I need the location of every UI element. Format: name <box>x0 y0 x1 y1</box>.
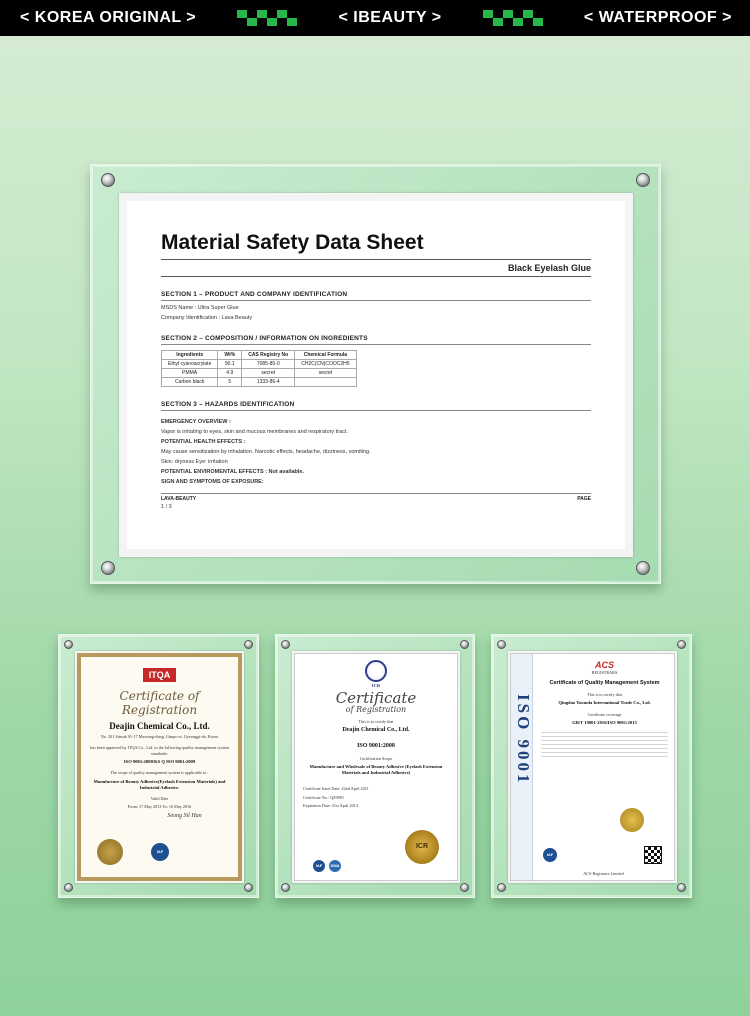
bolt-icon <box>677 640 686 649</box>
acs-logo: ACS <box>594 660 614 670</box>
signs-heading: SIGN AND SYMPTOMS OF EXPOSURE: <box>161 479 264 485</box>
tag-waterproof: < WATERPROOF > <box>583 9 732 26</box>
cert2-scope: Manufacture and Wholesale of Beauty Adhesive (Eyelash Extension Materials and Industrial Adhesive) <box>309 764 443 776</box>
msds-subtitle: Black Eyelash Glue <box>507 263 591 273</box>
msds-name-line: MSDS Name : Ultra Super Glue <box>161 305 239 311</box>
section-3-heading: SECTION 3 – HAZARDS IDENTIFICATION <box>161 401 591 411</box>
cert2-standard: ISO 9001:2008 <box>357 743 395 750</box>
cert1-scope-intro: The scope of quality management system is applicable to : <box>110 770 209 776</box>
msds-footer <box>161 493 591 502</box>
certificate-frame-icr <box>275 634 475 898</box>
bolt-icon <box>460 883 469 892</box>
cert2-script-title: Certificate <box>335 688 417 707</box>
cert2-issue: Certificate Issue Date: 22nd April 2011 <box>303 786 369 792</box>
cert1-company: Deajin Chemical Co., Ltd. <box>109 721 210 731</box>
certificate-icr <box>292 651 460 883</box>
health-text: May cause sensitization by inhalation. Narcotic effects, headache, dizziness, vomiting. <box>161 449 371 455</box>
page-number: 1 / 3 <box>161 504 172 510</box>
table-header: Wt% <box>218 351 242 360</box>
cert2-scope-title: Certification Scope <box>359 756 393 762</box>
cert1-script-title: Certificate of Registration <box>119 689 200 717</box>
table-cell: 1333-86-4 <box>242 378 295 387</box>
tag-ibeauty: < IBEAUTY > <box>338 9 442 26</box>
bolt-icon <box>244 640 253 649</box>
bolt-icon <box>460 640 469 649</box>
cert2-company: Deajin Chemical Co., Ltd. <box>342 727 410 734</box>
ingredients-table <box>161 350 357 387</box>
itqa-logo: ITQA <box>143 668 177 682</box>
table-cell: 7085-85-0 <box>242 360 295 369</box>
cert1-standard: ISO 9001:2008/KS Q ISO 9001:2009 <box>123 759 196 765</box>
footer-page-label: PAGE <box>577 496 591 502</box>
icr-emblem-icon <box>365 660 387 682</box>
bolt-icon <box>64 640 73 649</box>
table-cell: secret <box>295 369 356 378</box>
skin-text: Skin: dryness Eye: irritation <box>161 459 228 465</box>
table-header-row <box>162 351 357 360</box>
bolt-icon <box>281 640 290 649</box>
bolt-icon <box>244 883 253 892</box>
cert2-acronym: ICR <box>371 683 381 688</box>
msds-frame <box>90 164 661 584</box>
cert3-footer: ACS Registrars Limited <box>583 870 624 876</box>
company-line: Company Identification : Lava Beauty <box>161 315 253 321</box>
bolt-icon <box>677 883 686 892</box>
cert3-title: Certificate of Quality Management System <box>549 680 660 687</box>
certificate-frame-itqa <box>58 634 259 898</box>
bolt-icon <box>281 883 290 892</box>
health-heading: POTENTIAL HEALTH EFFECTS : <box>161 439 246 445</box>
cert3-text-block <box>541 732 668 758</box>
cert3-standard: GB/T 19001-2016/ISO 9001:2015 <box>572 720 637 726</box>
cert2-number: Certificate No.: QZ0991 <box>303 794 345 800</box>
footer-brand: LAVA-BEAUTY <box>161 496 197 502</box>
qr-code-icon <box>644 846 662 864</box>
cert1-signature: Seong Sil Han <box>167 812 202 819</box>
table-row <box>162 378 357 387</box>
cert2-script-subtitle: of Registration <box>345 704 407 714</box>
bolt-icon <box>636 173 650 187</box>
iaf-badge-icon: IAF <box>313 860 325 872</box>
certificate-frame-acs <box>491 634 692 898</box>
msds-title: Material Safety Data Sheet <box>161 231 424 254</box>
cert1-valid-label: Valid Date <box>150 795 169 801</box>
cert2-expiry: Expiration Date: 21st April 2014 <box>303 803 358 809</box>
bolt-icon <box>101 173 115 187</box>
cert1-address: No. 201 Sinsuk 91-17 Maseong-dong, Gimpo-si, Gyeonggi-do, Korea <box>100 734 219 739</box>
emergency-text: Vapor is irritating to eyes, skin and mucous membranes and respiratory tract. <box>161 429 348 435</box>
table-cell: secret <box>242 369 295 378</box>
table-header: Ingredients <box>162 351 218 360</box>
cert3-company: Qingdao Yoomda International Trade Co., Ltd. <box>558 700 651 706</box>
iso-9001-vertical: ISO 9001 <box>514 694 533 786</box>
table-cell: CH2C(CN)COOC2H5 <box>295 360 356 369</box>
bolt-icon <box>497 640 506 649</box>
table-cell: 90.1 <box>218 360 242 369</box>
dma-badge-icon: DMA <box>329 860 341 872</box>
table-cell: Ethyl cyanoacrylate <box>162 360 218 369</box>
table-cell: 5 <box>218 378 242 387</box>
tag-korea-original: < KOREA ORIGINAL > <box>20 9 197 26</box>
certificate-itqa <box>75 651 244 883</box>
bolt-icon <box>636 561 650 575</box>
iaf-badge-icon: IAF <box>543 848 557 862</box>
certificate-acs <box>508 651 677 883</box>
cert3-certify: This is to certify that <box>587 691 622 697</box>
table-cell <box>295 378 356 387</box>
icr-gold-seal-icon: ICR <box>405 830 439 864</box>
table-row <box>162 369 357 378</box>
top-banner <box>0 0 750 36</box>
environment-line: POTENTIAL ENVIROMENTAL EFFECTS : Not available. <box>161 469 305 475</box>
msds-document <box>119 193 633 557</box>
bolt-icon <box>64 883 73 892</box>
checker-divider-icon <box>237 10 297 26</box>
bolt-icon <box>101 561 115 575</box>
iaf-badge-icon: IAF <box>151 843 169 861</box>
table-row <box>162 360 357 369</box>
table-cell: PMMA <box>162 369 218 378</box>
acs-registrars: REGISTRARS <box>591 670 618 675</box>
emergency-heading: EMERGENCY OVERVIEW : <box>161 419 231 425</box>
bolt-icon <box>497 883 506 892</box>
section-1-heading: SECTION 1 – PRODUCT AND COMPANY IDENTIFICATION <box>161 291 591 301</box>
table-cell: Carbon black <box>162 378 218 387</box>
cert2-certify: This is to certify that <box>358 718 394 724</box>
cert3-scope-label: Certificate coverage <box>587 712 622 718</box>
table-header: Chemical Formula <box>295 351 356 360</box>
cert1-approved: has been approved by ITQA Co., Ltd. to the following quality management system standards: <box>90 745 229 756</box>
acs-gold-seal-icon <box>620 808 644 832</box>
section-2-heading: SECTION 2 – COMPOSITION / INFORMATION ON INGREDIENTS <box>161 335 591 345</box>
cert1-valid-dates: From: 17 May 2013 To: 16 May 2016 <box>127 804 192 810</box>
cert1-scope: Manufacture of Beauty Adhesive(Eyelash Extension Materials) and Industrial Adhesive. <box>93 778 226 790</box>
table-cell: 4.9 <box>218 369 242 378</box>
checker-divider-icon <box>483 10 543 26</box>
gold-seal-icon <box>97 839 123 865</box>
table-header: CAS Registry No <box>242 351 295 360</box>
